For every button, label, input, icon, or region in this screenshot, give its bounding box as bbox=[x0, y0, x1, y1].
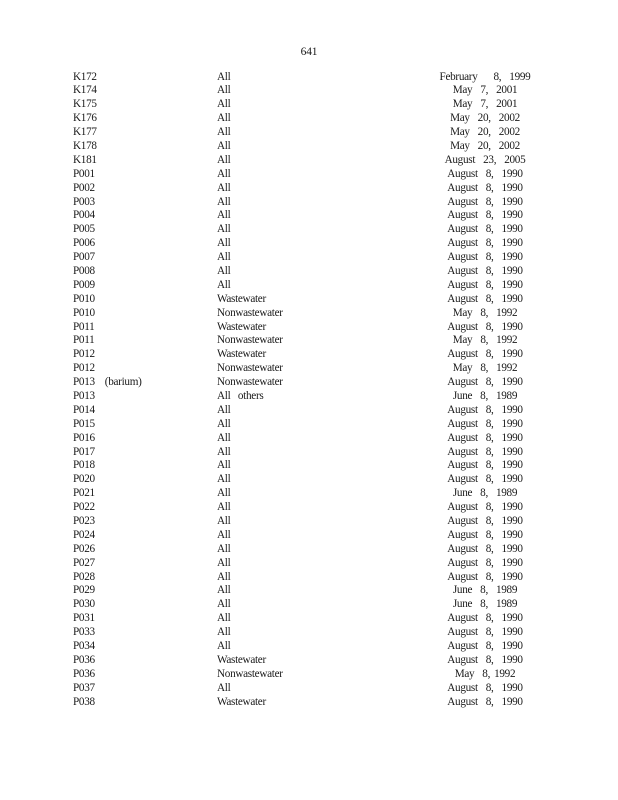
table-row bbox=[0, 529, 618, 543]
table-row bbox=[0, 84, 618, 98]
effective-date: August 8, 1990 bbox=[447, 626, 523, 639]
waste-code: P015 bbox=[73, 417, 95, 430]
waste-code: P014 bbox=[73, 403, 95, 416]
waste-form: All bbox=[217, 112, 231, 125]
waste-code: P009 bbox=[73, 278, 95, 291]
waste-form: All bbox=[217, 445, 231, 458]
waste-form: All bbox=[217, 278, 231, 291]
effective-date: August 8, 1990 bbox=[447, 570, 523, 583]
waste-code: P024 bbox=[73, 528, 95, 541]
waste-form: Nonwastewater bbox=[217, 334, 283, 347]
waste-form: All bbox=[217, 139, 231, 152]
effective-date: August 8, 1990 bbox=[447, 695, 523, 708]
waste-code: P030 bbox=[73, 598, 95, 611]
table-row bbox=[0, 362, 618, 376]
waste-form: All bbox=[217, 98, 231, 111]
effective-date: June 8, 1989 bbox=[452, 487, 518, 500]
table-row bbox=[0, 446, 618, 460]
table-row bbox=[0, 223, 618, 237]
waste-form: All bbox=[217, 126, 231, 139]
waste-form: Wastewater bbox=[217, 320, 266, 333]
effective-date: May 8, 1992 bbox=[452, 306, 518, 319]
waste-code: P010 bbox=[73, 292, 95, 305]
waste-form: All bbox=[217, 515, 231, 527]
table-row bbox=[0, 209, 618, 223]
waste-form: Wastewater bbox=[217, 653, 266, 666]
waste-code-table bbox=[0, 71, 618, 710]
effective-date: August 8, 1990 bbox=[447, 431, 523, 444]
table-row bbox=[0, 640, 618, 654]
effective-date: June 8, 1989 bbox=[452, 389, 518, 402]
effective-date: August 8, 1990 bbox=[447, 640, 523, 653]
waste-form: All bbox=[217, 556, 231, 569]
waste-code: P026 bbox=[73, 542, 95, 555]
waste-code: K176 bbox=[73, 112, 97, 125]
effective-date: May 20, 2002 bbox=[450, 126, 520, 139]
effective-date: June 8, 1989 bbox=[452, 584, 518, 597]
waste-form: All bbox=[217, 570, 231, 583]
effective-date: August 8, 1990 bbox=[447, 459, 523, 472]
waste-form: All bbox=[217, 459, 231, 472]
effective-date: August 8, 1990 bbox=[447, 264, 523, 277]
effective-date: August 8, 1990 bbox=[447, 445, 523, 458]
waste-code: P003 bbox=[73, 195, 95, 208]
table-row bbox=[0, 515, 618, 529]
table-row bbox=[0, 265, 618, 279]
table-row bbox=[0, 501, 618, 515]
waste-code: K177 bbox=[73, 126, 97, 139]
waste-code: P006 bbox=[73, 237, 95, 250]
effective-date: August 8, 1990 bbox=[447, 292, 523, 305]
waste-form: All bbox=[217, 223, 231, 236]
waste-form: All bbox=[217, 431, 231, 444]
table-row bbox=[0, 196, 618, 210]
effective-date: August 8, 1990 bbox=[447, 473, 523, 486]
waste-form: All bbox=[217, 403, 231, 416]
table-row bbox=[0, 279, 618, 293]
effective-date: May 20, 2002 bbox=[450, 112, 520, 125]
table-row bbox=[0, 293, 618, 307]
waste-code: P027 bbox=[73, 556, 95, 569]
effective-date: August 8, 1990 bbox=[447, 653, 523, 666]
waste-form: All bbox=[217, 264, 231, 277]
effective-date: May 7, 2001 bbox=[452, 98, 518, 111]
table-row bbox=[0, 126, 618, 140]
waste-form: All bbox=[217, 195, 231, 208]
effective-date: May 8, 1992 bbox=[452, 362, 518, 375]
waste-code: K178 bbox=[73, 139, 97, 152]
waste-code: K174 bbox=[73, 84, 97, 97]
waste-form: Nonwastewater bbox=[217, 306, 283, 319]
table-row bbox=[0, 571, 618, 585]
table-row bbox=[0, 348, 618, 362]
waste-form: Nonwastewater bbox=[217, 362, 283, 375]
table-row bbox=[0, 626, 618, 640]
effective-date: August 8, 1990 bbox=[447, 612, 523, 625]
waste-code: P023 bbox=[73, 515, 95, 527]
table-row bbox=[0, 696, 618, 710]
waste-form: All bbox=[217, 612, 231, 625]
waste-code: P007 bbox=[73, 251, 95, 264]
effective-date: August 8, 1990 bbox=[447, 376, 523, 389]
table-row bbox=[0, 584, 618, 598]
waste-form: Nonwastewater bbox=[217, 667, 283, 680]
waste-form: All bbox=[217, 473, 231, 486]
waste-form: All bbox=[217, 167, 231, 180]
table-row bbox=[0, 557, 618, 571]
waste-code: P008 bbox=[73, 264, 95, 277]
waste-code: P016 bbox=[73, 431, 95, 444]
table-row bbox=[0, 598, 618, 612]
effective-date: August 8, 1990 bbox=[447, 528, 523, 541]
waste-code: P011 bbox=[73, 320, 95, 333]
effective-date: August 8, 1990 bbox=[447, 181, 523, 194]
waste-code: P004 bbox=[73, 209, 95, 222]
waste-code: P031 bbox=[73, 612, 95, 625]
table-row bbox=[0, 140, 618, 154]
effective-date: May 7, 2001 bbox=[452, 84, 518, 97]
waste-code: K175 bbox=[73, 98, 97, 111]
effective-date: May 20, 2002 bbox=[450, 139, 520, 152]
table-row bbox=[0, 168, 618, 182]
table-row bbox=[0, 98, 618, 112]
effective-date: August 8, 1990 bbox=[447, 417, 523, 430]
waste-form: All bbox=[217, 501, 231, 514]
waste-form: All bbox=[217, 640, 231, 653]
waste-form: All bbox=[217, 417, 231, 430]
waste-code: P034 bbox=[73, 640, 95, 653]
waste-form: Wastewater bbox=[217, 695, 266, 708]
table-row bbox=[0, 404, 618, 418]
waste-code: P005 bbox=[73, 223, 95, 236]
effective-date: June 8, 1989 bbox=[452, 598, 518, 611]
waste-form: All others bbox=[217, 389, 264, 402]
waste-form: Nonwastewater bbox=[217, 376, 283, 389]
waste-code: P036 bbox=[73, 653, 95, 666]
waste-form: All bbox=[217, 181, 231, 194]
waste-code: P020 bbox=[73, 473, 95, 486]
waste-code: K172 bbox=[73, 70, 97, 83]
effective-date: August 8, 1990 bbox=[447, 348, 523, 361]
waste-form: All bbox=[217, 681, 231, 694]
table-row bbox=[0, 390, 618, 404]
waste-code: P021 bbox=[73, 487, 95, 500]
effective-date: August 8, 1990 bbox=[447, 501, 523, 514]
effective-date: August 8, 1990 bbox=[447, 681, 523, 694]
effective-date: August 8, 1990 bbox=[447, 251, 523, 264]
waste-code: P022 bbox=[73, 501, 95, 514]
waste-code: P018 bbox=[73, 459, 95, 472]
table-row bbox=[0, 473, 618, 487]
waste-code: P012 bbox=[73, 362, 95, 375]
waste-form: All bbox=[217, 626, 231, 639]
effective-date: May 8, 1992 bbox=[452, 334, 518, 347]
waste-code: P013 (barium) bbox=[73, 376, 142, 389]
waste-code: P012 bbox=[73, 348, 95, 361]
table-row bbox=[0, 612, 618, 626]
waste-code: P028 bbox=[73, 570, 95, 583]
waste-form: All bbox=[217, 584, 231, 597]
table-row bbox=[0, 251, 618, 265]
table-row bbox=[0, 668, 618, 682]
effective-date: August 8, 1990 bbox=[447, 195, 523, 208]
waste-form: Wastewater bbox=[217, 348, 266, 361]
table-row bbox=[0, 154, 618, 168]
page-number: 641 bbox=[300, 46, 318, 58]
table-row bbox=[0, 487, 618, 501]
waste-code: P017 bbox=[73, 445, 95, 458]
waste-form: All bbox=[217, 528, 231, 541]
waste-code: P011 bbox=[73, 334, 95, 347]
waste-form: All bbox=[217, 84, 231, 97]
effective-date: August 8, 1990 bbox=[447, 278, 523, 291]
table-row bbox=[0, 432, 618, 446]
waste-code: P036 bbox=[73, 667, 95, 680]
table-row bbox=[0, 682, 618, 696]
effective-date: August 8, 1990 bbox=[447, 209, 523, 222]
table-row bbox=[0, 182, 618, 196]
table-row bbox=[0, 321, 618, 335]
waste-form: All bbox=[217, 70, 231, 83]
effective-date: August 8, 1990 bbox=[447, 237, 523, 250]
effective-date: August 8, 1990 bbox=[447, 167, 523, 180]
waste-code: P010 bbox=[73, 306, 95, 319]
waste-code: K181 bbox=[73, 153, 97, 166]
waste-form: All bbox=[217, 542, 231, 555]
waste-form: All bbox=[217, 251, 231, 264]
effective-date: August 8, 1990 bbox=[447, 320, 523, 333]
waste-code: P001 bbox=[73, 167, 95, 180]
table-row bbox=[0, 112, 618, 126]
waste-code: P029 bbox=[73, 584, 95, 597]
table-row bbox=[0, 376, 618, 390]
effective-date: August 8, 1990 bbox=[447, 403, 523, 416]
effective-date: August 23, 2005 bbox=[444, 153, 526, 166]
table-row bbox=[0, 307, 618, 321]
table-row bbox=[0, 543, 618, 557]
waste-code: P038 bbox=[73, 695, 95, 708]
waste-form: All bbox=[217, 237, 231, 250]
table-row bbox=[0, 237, 618, 251]
effective-date: August 8, 1990 bbox=[447, 542, 523, 555]
effective-date: May 8, 1992 bbox=[454, 667, 516, 680]
table-row bbox=[0, 71, 618, 85]
waste-code: P002 bbox=[73, 181, 95, 194]
waste-form: Wastewater bbox=[217, 292, 266, 305]
waste-form: All bbox=[217, 487, 231, 500]
table-row bbox=[0, 334, 618, 348]
table-row bbox=[0, 654, 618, 668]
effective-date: August 8, 1990 bbox=[447, 223, 523, 236]
waste-code: P033 bbox=[73, 626, 95, 639]
table-row bbox=[0, 459, 618, 473]
waste-form: All bbox=[217, 153, 231, 166]
waste-form: All bbox=[217, 209, 231, 222]
waste-code: P037 bbox=[73, 681, 95, 694]
table-row bbox=[0, 418, 618, 432]
effective-date: August 8, 1990 bbox=[447, 556, 523, 569]
effective-date: August 8, 1990 bbox=[447, 515, 523, 527]
effective-date: February 8, 1999 bbox=[439, 70, 531, 83]
waste-code: P013 bbox=[73, 389, 95, 402]
waste-form: All bbox=[217, 598, 231, 611]
